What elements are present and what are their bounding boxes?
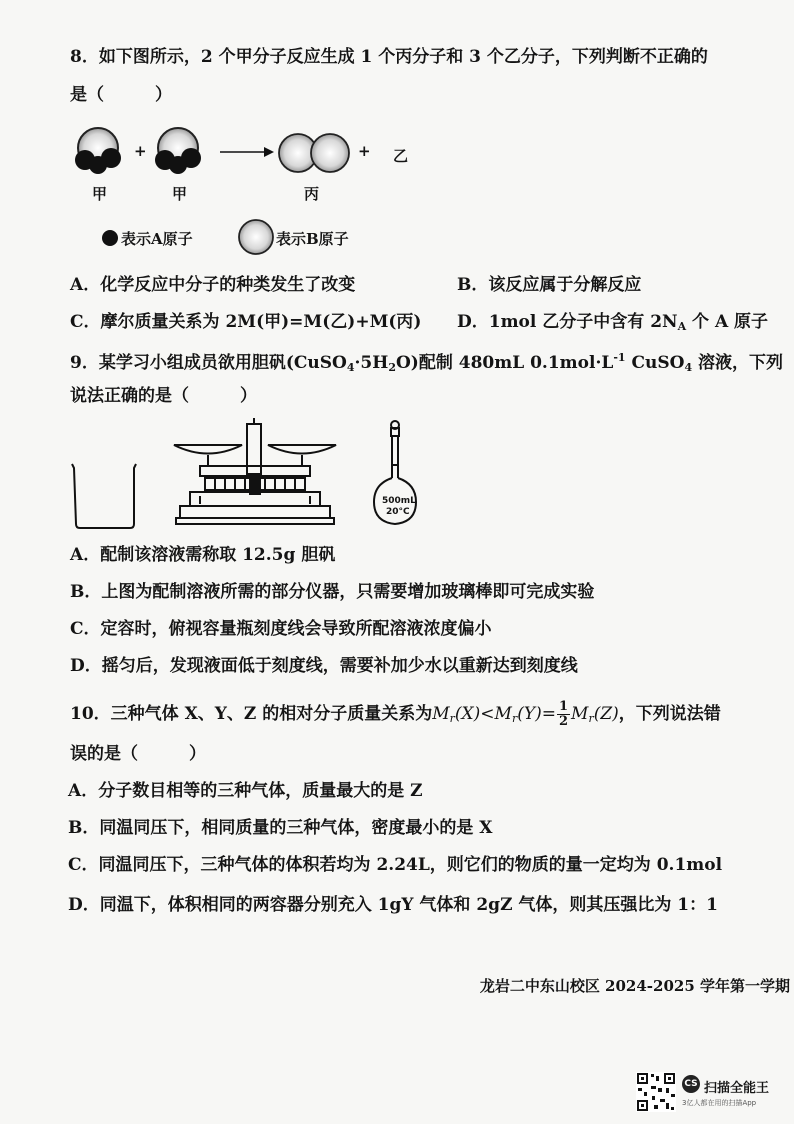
q10-option-b: B．同温同压下，相同质量的三种气体，密度最小的是 X xyxy=(68,818,493,838)
footer-school-term: 龙岩二中东山校区 2024-2025 学年第一学期 xyxy=(479,977,790,995)
q10-option-a: A．分子数目相等的三种气体，质量最大的是 Z xyxy=(68,781,423,801)
q8-option-a: A．化学反应中分子的种类发生了改变 xyxy=(70,275,356,295)
q8-legend-a: 表示A原子 xyxy=(121,230,193,248)
q9-option-b: B．上图为配制溶液所需的部分仪器，只需要增加玻璃棒即可完成实验 xyxy=(70,582,595,602)
q8-option-c: C．摩尔质量关系为 2M(甲)=M(乙)+M(丙) xyxy=(70,312,422,332)
qr-code-icon xyxy=(636,1072,676,1112)
q8-option-b: B．该反应属于分解反应 xyxy=(457,275,642,295)
q8-plus-1: + xyxy=(134,142,147,160)
q8-stem-line1: 8．如下图所示，2 个甲分子反应生成 1 个丙分子和 3 个乙分子，下列判断不正确的 xyxy=(70,47,708,67)
balance-icon xyxy=(174,418,336,524)
q10-stem-line2: 误的是（ ） xyxy=(70,744,206,764)
q8-label-jia-1: 甲 xyxy=(92,185,108,203)
q10-fraction: $\frac{1}{2}$ xyxy=(558,699,569,729)
scanner-badge: CS xyxy=(682,1075,700,1093)
q8-label-jia-2: 甲 xyxy=(172,185,188,203)
q8-stem-line2: 是（ ） xyxy=(70,85,172,105)
flask-volume-label: 500mL xyxy=(382,496,416,506)
q8-legend-b: 表示B原子 xyxy=(276,230,349,248)
beaker-icon xyxy=(72,464,136,528)
q9-option-a: A．配制该溶液需称取 12.5g 胆矾 xyxy=(70,545,336,565)
q9-option-c: C．定容时，俯视容量瓶刻度线会导致所配溶液浓度偏小 xyxy=(70,619,492,639)
q8-label-yi: 乙 xyxy=(393,147,409,165)
q10-option-c: C．同温同压下，三种气体的体积若均为 2.24L，则它们的物质的量一定均为 0.1mol xyxy=(68,855,723,875)
q10-option-d: D．同温下，体积相同的两容器分别充入 1gY 气体和 2gZ 气体，则其压强比为 1：1 xyxy=(68,895,718,915)
flask-temp-label: 20°C xyxy=(386,507,410,517)
scanner-tagline: 3亿人都在用的扫描App xyxy=(682,1099,757,1107)
scanner-brand: 扫描全能王 xyxy=(704,1081,770,1096)
q9-stem-line1: 9．某学习小组成员欲用胆矾$(CuSO_4\cdot 5H_2O)$配制 480mL $0.1mol\cdot L^{-1}$ CuSO$_4$ 溶液，下列 xyxy=(70,351,784,374)
q8-plus-2: + xyxy=(358,142,371,160)
q9-stem-line2: 说法正确的是（ ） xyxy=(70,386,257,406)
q8-option-d: D．1mol 乙分子中含有 $2N_A$ 个 A 原子 xyxy=(457,312,769,333)
q9-option-d: D．摇匀后，发现液面低于刻度线，需要补加少水以重新达到刻度线 xyxy=(70,656,578,676)
q10-stem-line1: 10．三种气体 X、Y、Z 的相对分子质量关系为$M_r(X)<M_r(Y)=$ $\frac{1}{2}$ $M_r(Z)$，下列说法错 xyxy=(70,699,721,729)
q8-label-bing: 丙 xyxy=(304,185,320,203)
